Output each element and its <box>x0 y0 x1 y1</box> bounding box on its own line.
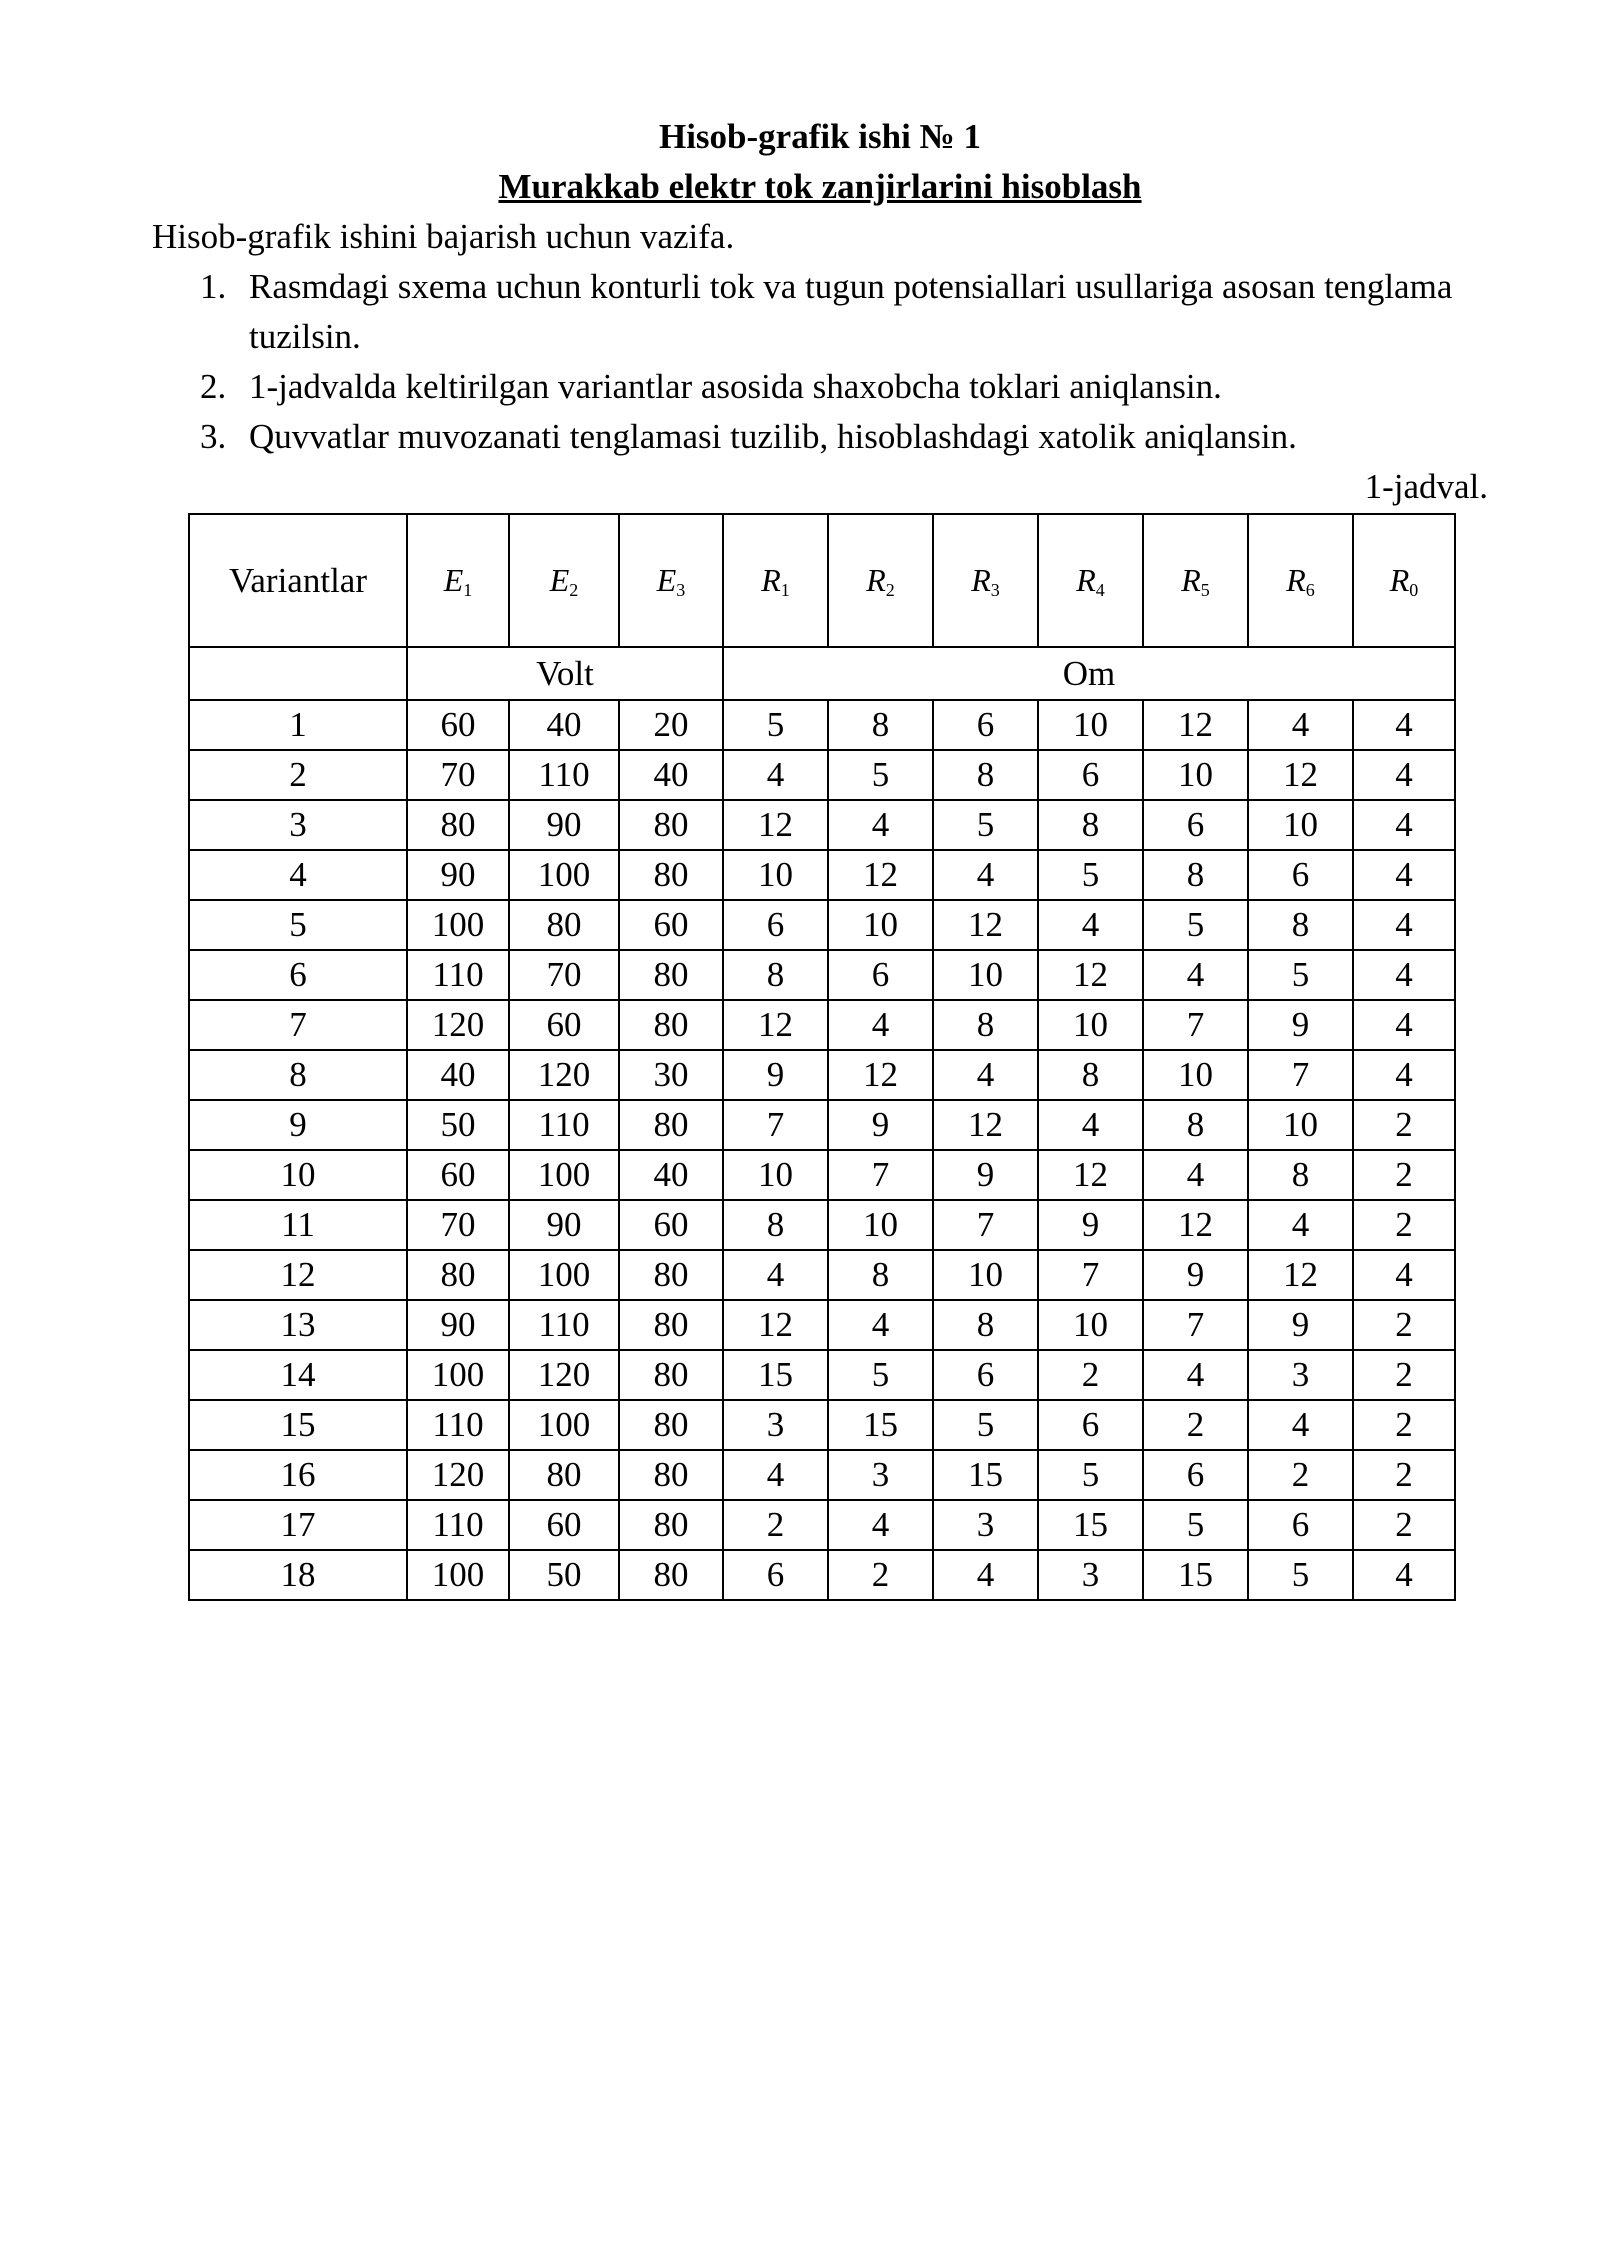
variant-number-cell: 10 <box>189 1150 407 1200</box>
table-cell: 10 <box>828 900 933 950</box>
variant-number-cell: 9 <box>189 1100 407 1150</box>
column-header: $R_2$ <box>828 514 933 647</box>
table-cell: 9 <box>1248 1000 1353 1050</box>
table-cell: 4 <box>1248 700 1353 750</box>
variant-number-cell: 2 <box>189 750 407 800</box>
column-header: $R_1$ <box>723 514 828 647</box>
table-row <box>189 1200 1455 1250</box>
table-cell: 8 <box>933 1300 1038 1350</box>
table-cell: 100 <box>509 1400 619 1450</box>
table-cell: 2 <box>1353 1100 1455 1150</box>
table-cell: 100 <box>407 1350 509 1400</box>
column-header: $R_4$ <box>1038 514 1143 647</box>
table-cell: 4 <box>828 1000 933 1050</box>
table-cell: 40 <box>619 1150 723 1200</box>
table-cell: 60 <box>509 1000 619 1050</box>
table-cell: 100 <box>509 1250 619 1300</box>
table-cell: 120 <box>509 1350 619 1400</box>
variant-number-cell: 17 <box>189 1500 407 1550</box>
table-cell: 80 <box>407 800 509 850</box>
table-cell: 80 <box>619 850 723 900</box>
table-cell: 10 <box>1248 800 1353 850</box>
table-cell: 80 <box>619 950 723 1000</box>
variant-number-cell: 14 <box>189 1350 407 1400</box>
table-cell: 70 <box>407 750 509 800</box>
variant-number-cell: 5 <box>189 900 407 950</box>
volt-unit-cell: Volt <box>407 647 723 700</box>
variant-number-cell: 12 <box>189 1250 407 1300</box>
table-cell: 5 <box>933 800 1038 850</box>
table-cell: 4 <box>1353 950 1455 1000</box>
table-cell: 4 <box>1353 900 1455 950</box>
task-number: 2. <box>200 367 227 406</box>
column-header: $R_3$ <box>933 514 1038 647</box>
table-cell: 5 <box>1248 950 1353 1000</box>
table-row <box>189 900 1455 950</box>
table-cell: 6 <box>933 1350 1038 1400</box>
table-cell: 6 <box>828 950 933 1000</box>
table-cell: 5 <box>723 700 828 750</box>
variant-number-cell: 4 <box>189 850 407 900</box>
table-cell: 6 <box>1248 1500 1353 1550</box>
table-cell: 20 <box>619 700 723 750</box>
table-row <box>189 1350 1455 1400</box>
table-label: 1-jadval. <box>1364 467 1488 506</box>
table-cell: 60 <box>407 1150 509 1200</box>
table-cell: 4 <box>1143 1350 1248 1400</box>
table-cell: 8 <box>723 1200 828 1250</box>
document-subtitle: Murakkab elektr tok zanjirlarini hisoblash <box>498 167 1142 206</box>
table-cell: 2 <box>723 1500 828 1550</box>
table-cell: 4 <box>723 1250 828 1300</box>
table-cell: 12 <box>933 900 1038 950</box>
table-cell: 6 <box>723 900 828 950</box>
table-cell: 60 <box>619 1200 723 1250</box>
table-cell: 40 <box>407 1050 509 1100</box>
table-cell: 4 <box>1353 800 1455 850</box>
table-cell: 110 <box>509 1100 619 1150</box>
table-cell: 6 <box>1143 1450 1248 1500</box>
table-row <box>189 1100 1455 1150</box>
table-cell: 10 <box>1038 1300 1143 1350</box>
table-cell: 7 <box>1143 1300 1248 1350</box>
table-cell: 2 <box>1353 1500 1455 1550</box>
table-cell: 100 <box>509 1150 619 1200</box>
table-cell: 5 <box>1038 850 1143 900</box>
table-cell: 7 <box>933 1200 1038 1250</box>
table-cell: 2 <box>1353 1200 1455 1250</box>
column-header: $E_1$ <box>407 514 509 647</box>
variant-number-cell: 3 <box>189 800 407 850</box>
table-cell: 12 <box>1143 700 1248 750</box>
table-cell: 12 <box>723 800 828 850</box>
table-cell: 4 <box>1353 850 1455 900</box>
table-cell: 12 <box>1248 750 1353 800</box>
table-cell: 5 <box>1143 900 1248 950</box>
table-cell: 7 <box>828 1150 933 1200</box>
table-row <box>189 1400 1455 1450</box>
task-text: Quvvatlar muvozanati tenglamasi tuzilib, hisoblashdagi xatolik aniqlansin. <box>249 417 1297 456</box>
table-row <box>189 1300 1455 1350</box>
table-cell: 2 <box>1353 1350 1455 1400</box>
table-cell: 50 <box>407 1100 509 1150</box>
table-cell: 100 <box>509 850 619 900</box>
table-cell: 4 <box>1038 900 1143 950</box>
table-cell: 12 <box>828 1050 933 1100</box>
table-cell: 3 <box>828 1450 933 1500</box>
table-cell: 15 <box>828 1400 933 1450</box>
table-cell: 4 <box>933 1050 1038 1100</box>
table-cell: 7 <box>1038 1250 1143 1300</box>
table-cell: 10 <box>933 1250 1038 1300</box>
table-cell: 80 <box>619 1250 723 1300</box>
table-cell: 9 <box>1143 1250 1248 1300</box>
column-header: $E_3$ <box>619 514 723 647</box>
table-cell: 110 <box>407 950 509 1000</box>
table-header-row <box>189 514 1455 647</box>
table-cell: 5 <box>1038 1450 1143 1500</box>
table-cell: 80 <box>619 1450 723 1500</box>
table-cell: 8 <box>1038 1050 1143 1100</box>
table-cell: 4 <box>1353 1000 1455 1050</box>
table-cell: 80 <box>619 800 723 850</box>
task-item <box>200 262 1489 362</box>
variant-number-cell: 13 <box>189 1300 407 1350</box>
table-cell: 8 <box>1038 800 1143 850</box>
variant-number-cell: 6 <box>189 950 407 1000</box>
table-row <box>189 1500 1455 1550</box>
table-cell: 8 <box>933 750 1038 800</box>
units-row <box>189 647 1455 700</box>
table-cell: 3 <box>933 1500 1038 1550</box>
table-cell: 60 <box>509 1500 619 1550</box>
intro-text: Hisob-grafik ishini bajarish uchun vazifa. <box>152 217 735 256</box>
table-cell: 60 <box>619 900 723 950</box>
table-cell: 15 <box>933 1450 1038 1500</box>
table-cell: 4 <box>1143 1150 1248 1200</box>
table-cell: 50 <box>509 1550 619 1600</box>
table-cell: 2 <box>1353 1450 1455 1500</box>
table-cell: 4 <box>828 800 933 850</box>
table-cell: 100 <box>407 900 509 950</box>
table-cell: 80 <box>619 1400 723 1450</box>
table-row <box>189 950 1455 1000</box>
variants-table <box>188 513 1456 1601</box>
table-row <box>189 800 1455 850</box>
table-cell: 2 <box>1353 1150 1455 1200</box>
table-cell: 10 <box>1143 1050 1248 1100</box>
table-cell: 2 <box>1353 1300 1455 1350</box>
table-cell: 120 <box>407 1450 509 1500</box>
variant-number-cell: 11 <box>189 1200 407 1250</box>
column-header: $R_0$ <box>1353 514 1455 647</box>
table-body <box>189 700 1455 1600</box>
table-cell: 90 <box>509 1200 619 1250</box>
table-cell: 5 <box>933 1400 1038 1450</box>
table-cell: 80 <box>509 900 619 950</box>
table-row <box>189 1150 1455 1200</box>
table-cell: 12 <box>1038 950 1143 1000</box>
table-cell: 80 <box>407 1250 509 1300</box>
table-cell: 9 <box>1038 1200 1143 1250</box>
units-empty-cell <box>189 647 407 700</box>
table-cell: 3 <box>1038 1550 1143 1600</box>
task-number: 3. <box>200 417 227 456</box>
table-cell: 8 <box>1143 1100 1248 1150</box>
table-cell: 110 <box>509 1300 619 1350</box>
task-text: Rasmdagi sxema uchun konturli tok va tugun potensiallari usullariga asosan tenglama tuzilsin. <box>249 267 1453 356</box>
table-cell: 4 <box>1248 1400 1353 1450</box>
column-header: $R_5$ <box>1143 514 1248 647</box>
table-cell: 4 <box>1353 1550 1455 1600</box>
column-header: $R_6$ <box>1248 514 1353 647</box>
table-cell: 10 <box>933 950 1038 1000</box>
table-cell: 9 <box>933 1150 1038 1200</box>
column-header: $E_2$ <box>509 514 619 647</box>
table-cell: 2 <box>1038 1350 1143 1400</box>
table-cell: 80 <box>619 1500 723 1550</box>
table-cell: 60 <box>407 700 509 750</box>
table-cell: 80 <box>509 1450 619 1500</box>
variants-header: Variantlar <box>189 514 407 647</box>
table-cell: 7 <box>1248 1050 1353 1100</box>
table-cell: 100 <box>407 1550 509 1600</box>
table-cell: 10 <box>723 850 828 900</box>
variant-number-cell: 1 <box>189 700 407 750</box>
table-cell: 4 <box>828 1500 933 1550</box>
table-cell: 10 <box>1038 1000 1143 1050</box>
variant-number-cell: 8 <box>189 1050 407 1100</box>
table-row <box>189 1550 1455 1600</box>
table-cell: 40 <box>509 700 619 750</box>
table-cell: 5 <box>828 1350 933 1400</box>
document-title: Hisob-grafik ishi № 1 <box>658 117 982 156</box>
table-cell: 90 <box>407 850 509 900</box>
table-cell: 3 <box>723 1400 828 1450</box>
table-cell: 8 <box>723 950 828 1000</box>
table-cell: 80 <box>619 1550 723 1600</box>
table-row <box>189 1450 1455 1500</box>
table-cell: 80 <box>619 1100 723 1150</box>
table-cell: 70 <box>407 1200 509 1250</box>
table-cell: 8 <box>933 1000 1038 1050</box>
table-cell: 8 <box>1143 850 1248 900</box>
variant-number-cell: 16 <box>189 1450 407 1500</box>
task-number: 1. <box>200 267 227 306</box>
table-cell: 10 <box>828 1200 933 1250</box>
task-list <box>200 262 1520 462</box>
table-cell: 4 <box>723 750 828 800</box>
table-cell: 80 <box>619 1300 723 1350</box>
table-cell: 4 <box>1353 1050 1455 1100</box>
table-cell: 30 <box>619 1050 723 1100</box>
variant-number-cell: 18 <box>189 1550 407 1600</box>
table-cell: 7 <box>723 1100 828 1150</box>
variant-number-cell: 7 <box>189 1000 407 1050</box>
variant-number-cell: 15 <box>189 1400 407 1450</box>
table-cell: 8 <box>1248 1150 1353 1200</box>
task-item <box>200 362 1489 412</box>
task-text: 1-jadvalda keltirilgan variantlar asosida shaxobcha toklari aniqlansin. <box>249 367 1222 406</box>
table-cell: 5 <box>1248 1550 1353 1600</box>
table-row <box>189 1250 1455 1300</box>
table-cell: 9 <box>828 1100 933 1150</box>
table-cell: 4 <box>1353 750 1455 800</box>
table-cell: 3 <box>1248 1350 1353 1400</box>
table-cell: 2 <box>1353 1400 1455 1450</box>
table-cell: 4 <box>1353 700 1455 750</box>
table-cell: 15 <box>723 1350 828 1400</box>
table-cell: 15 <box>1038 1500 1143 1550</box>
table-cell: 4 <box>1353 1250 1455 1300</box>
table-cell: 8 <box>1248 900 1353 950</box>
table-row <box>189 1000 1455 1050</box>
table-cell: 4 <box>828 1300 933 1350</box>
table-cell: 12 <box>723 1300 828 1350</box>
table-cell: 5 <box>828 750 933 800</box>
table-cell: 80 <box>619 1350 723 1400</box>
table-cell: 4 <box>933 1550 1038 1600</box>
table-cell: 120 <box>407 1000 509 1050</box>
table-cell: 110 <box>509 750 619 800</box>
table-cell: 7 <box>1143 1000 1248 1050</box>
table-cell: 9 <box>1248 1300 1353 1350</box>
table-cell: 110 <box>407 1500 509 1550</box>
table-cell: 12 <box>933 1100 1038 1150</box>
table-cell: 12 <box>1248 1250 1353 1300</box>
table-cell: 80 <box>619 1000 723 1050</box>
table-cell: 12 <box>1143 1200 1248 1250</box>
table-cell: 15 <box>1143 1550 1248 1600</box>
table-cell: 10 <box>1248 1100 1353 1150</box>
table-row <box>189 850 1455 900</box>
table-cell: 4 <box>933 850 1038 900</box>
table-cell: 10 <box>1143 750 1248 800</box>
table-cell: 5 <box>1143 1500 1248 1550</box>
table-cell: 6 <box>1038 750 1143 800</box>
table-cell: 12 <box>723 1000 828 1050</box>
table-cell: 6 <box>933 700 1038 750</box>
table-cell: 2 <box>828 1550 933 1600</box>
table-cell: 4 <box>1038 1100 1143 1150</box>
task-item <box>200 412 1489 462</box>
table-cell: 10 <box>1038 700 1143 750</box>
table-cell: 8 <box>828 700 933 750</box>
table-cell: 2 <box>1248 1450 1353 1500</box>
table-cell: 4 <box>1248 1200 1353 1250</box>
table-cell: 6 <box>1248 850 1353 900</box>
table-cell: 2 <box>1143 1400 1248 1450</box>
om-unit-cell: Om <box>723 647 1455 700</box>
table-cell: 40 <box>619 750 723 800</box>
table-cell: 6 <box>1038 1400 1143 1450</box>
table-cell: 4 <box>723 1450 828 1500</box>
table-cell: 10 <box>723 1150 828 1200</box>
table-cell: 120 <box>509 1050 619 1100</box>
table-cell: 12 <box>828 850 933 900</box>
table-cell: 90 <box>509 800 619 850</box>
table-cell: 6 <box>723 1550 828 1600</box>
table-cell: 70 <box>509 950 619 1000</box>
table-cell: 9 <box>723 1050 828 1100</box>
table-row <box>189 1050 1455 1100</box>
table-row <box>189 750 1455 800</box>
table-row <box>189 700 1455 750</box>
table-cell: 110 <box>407 1400 509 1450</box>
table-cell: 90 <box>407 1300 509 1350</box>
table-cell: 6 <box>1143 800 1248 850</box>
table-cell: 4 <box>1143 950 1248 1000</box>
table-cell: 8 <box>828 1250 933 1300</box>
table-cell: 12 <box>1038 1150 1143 1200</box>
